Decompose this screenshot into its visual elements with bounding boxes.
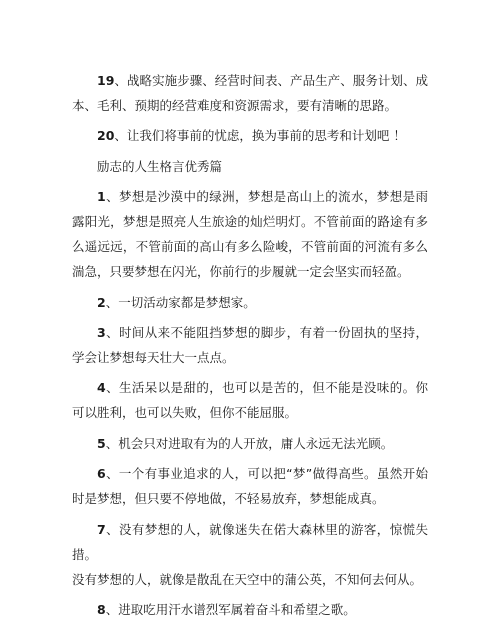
paragraph-text: 、战略实施步骤、经营时间表、产品生产、服务计划、成本、毛利、预期的经营难度和资源需求，要有清晰的思路。 xyxy=(72,73,428,113)
list-item xyxy=(72,375,428,425)
item-text: 、机会只对进取有为的人开放，庸人永远无法光顾。 xyxy=(105,435,394,451)
list-item xyxy=(72,184,428,284)
paragraph-number: 19 xyxy=(97,73,115,88)
paragraph-text: 、让我们将事前的忧虑，换为事前的思考和计划吧 ！ xyxy=(114,128,406,144)
item-text: 、梦想是沙漠中的绿洲，梦想是高山上的流水，梦想是雨露阳光，梦想是照亮人生旅途的灿烂明灯。不管前面的路途有多么遥远远，不管前面的高山有多么险峻，不管前面的河流有多么湍急，只要梦想在闪光，你前行的步履就一定会坚实而轻盈。 xyxy=(72,189,428,280)
item-text: 、生活呆以是甜的，也可以是苦的，但不能是没味的。你可以胜利，也可以失败，但你不能屈服。 xyxy=(72,380,428,421)
document-body xyxy=(72,68,428,627)
item-text: 、一切活动家都是梦想家。 xyxy=(105,294,256,310)
item-number: 7 xyxy=(97,521,106,537)
item-text: 没有梦想的人，就像是散乱在天空中的蒲公英，不知何去何从。 xyxy=(72,571,423,587)
item-number: 1 xyxy=(97,189,106,205)
list-item xyxy=(72,517,428,567)
item-number: 5 xyxy=(97,435,106,451)
list-item xyxy=(72,431,428,456)
item-text: 、进取吃用汗水谱烈军属着奋斗和希望之歌。 xyxy=(105,601,356,617)
item-number: 3 xyxy=(97,324,106,340)
list-item xyxy=(72,461,428,511)
item-text: 、一个有事业追求的人，可以把“梦”做得高些。虽然开始时是梦想，但只要不停地做，不轻易放弃，梦想能成真。 xyxy=(72,466,428,507)
item-number: 4 xyxy=(97,380,106,396)
list-item-continuation xyxy=(72,567,428,592)
paragraph-19 xyxy=(72,68,428,118)
item-text: 、没有梦想的人，就像迷失在偌大森林里的游客，惊慌失措。 xyxy=(72,521,428,562)
paragraph-20 xyxy=(72,123,428,148)
section-title: 励志的人生格言优秀篇 xyxy=(97,158,223,174)
item-number: 6 xyxy=(97,466,106,482)
item-number: 2 xyxy=(97,294,106,310)
item-number: 8 xyxy=(97,601,106,617)
item-text: 、时间从来不能阻挡梦想的脚步，有着一份固执的坚持，学会让梦想每天壮大一点点。 xyxy=(72,324,428,365)
list-item xyxy=(72,597,428,622)
list-item xyxy=(72,290,428,315)
paragraph-number: 20 xyxy=(97,128,115,144)
list-item xyxy=(72,320,428,370)
